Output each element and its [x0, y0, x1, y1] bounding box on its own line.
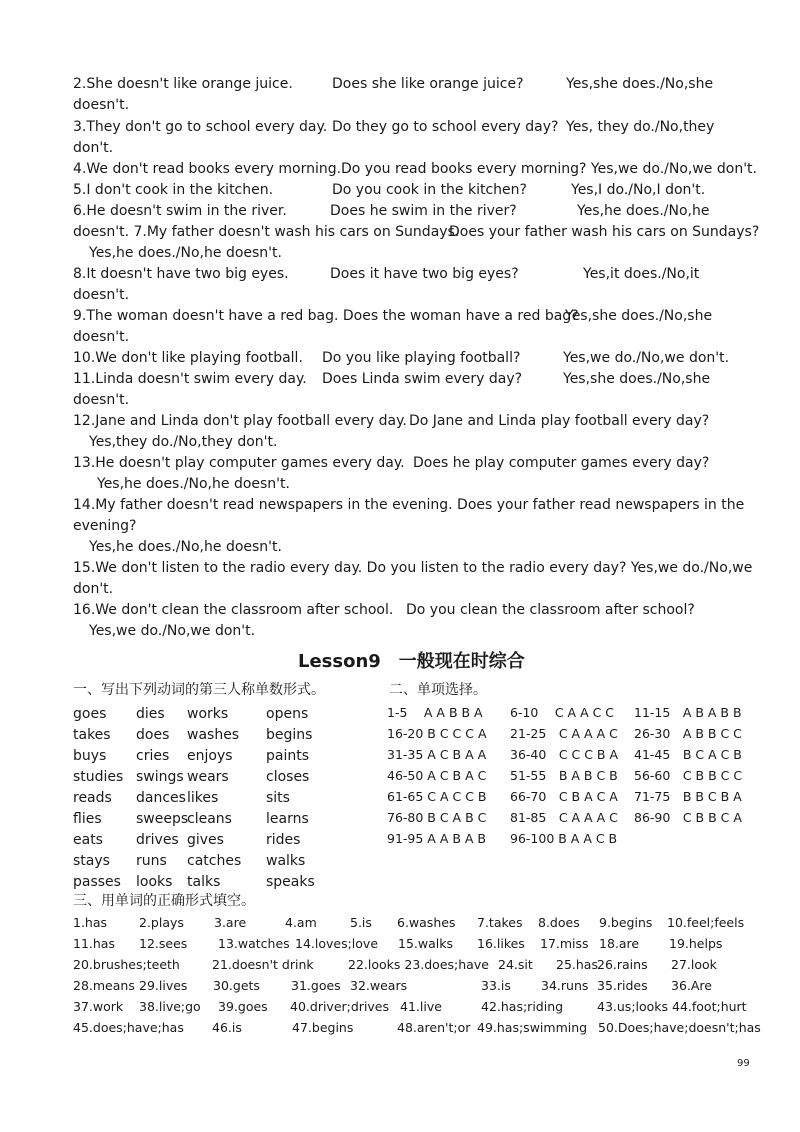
- choice-answer: 21-25 C A A A C: [510, 726, 618, 741]
- answer-line: Yes,he does./No,he doesn't.: [89, 245, 282, 261]
- fill-answer: 35.rides: [597, 978, 648, 993]
- fill-answer: 20.brushes;teeth: [73, 957, 180, 972]
- fill-answer: 28.means: [73, 978, 135, 993]
- fill-answer: 36.Are: [671, 978, 712, 993]
- verb-form: enjoys: [187, 748, 233, 764]
- choice-answer: 56-60 C B B C C: [634, 768, 743, 783]
- answer-line: doesn't. 7.My father doesn't wash his cars on Sundays.: [73, 224, 460, 240]
- verb-form: speaks: [266, 874, 315, 890]
- section2-title: 二、单项选择。: [389, 682, 487, 698]
- choice-answer: 91-95 A A B A B: [387, 831, 486, 846]
- fill-answer: 49.has;swimming: [477, 1020, 588, 1035]
- choice-answer: 46-50 A C B A C: [387, 768, 487, 783]
- verb-form: passes: [73, 874, 121, 890]
- fill-answer: 14.loves;love: [295, 936, 379, 951]
- answer-line: 12.Jane and Linda don't play football every day.: [73, 413, 407, 429]
- verb-form: gives: [187, 832, 224, 848]
- verb-form: sits: [266, 790, 290, 806]
- verb-form: drives: [136, 832, 179, 848]
- verb-form: eats: [73, 832, 103, 848]
- verb-form: cleans: [187, 811, 232, 827]
- verb-form: paints: [266, 748, 310, 764]
- fill-answer: 12.sees: [139, 936, 188, 951]
- verb-form: runs: [136, 853, 167, 869]
- choice-answer: 66-70 C B A C A: [510, 789, 618, 804]
- verb-form: walks: [266, 853, 306, 869]
- verb-form: goes: [73, 706, 107, 722]
- fill-answer: 4.am: [285, 915, 317, 930]
- fill-answer: 24.sit: [498, 957, 533, 972]
- choice-answer: 16-20 B C C C A: [387, 726, 487, 741]
- verb-form: takes: [73, 727, 111, 743]
- answer-line: 4.We don't read books every morning.: [73, 161, 342, 177]
- answer-line: 9.The woman doesn't have a red bag. Does the woman have a red bag?: [73, 308, 579, 324]
- fill-answer: 44.foot;hurt: [672, 999, 747, 1014]
- answer-line: Does she like orange juice?: [332, 76, 524, 92]
- fill-answer: 6.washes: [397, 915, 456, 930]
- verb-form: cries: [136, 748, 170, 764]
- fill-answer: 27.look: [671, 957, 717, 972]
- choice-answer: 61-65 C A C C B: [387, 789, 487, 804]
- verb-form: opens: [266, 706, 309, 722]
- fill-answer: 5.is: [350, 915, 372, 930]
- answer-line: 14.My father doesn't read newspapers in the evening. Does your father read newspapers in the: [73, 497, 745, 513]
- verb-form: stays: [73, 853, 110, 869]
- verb-form: catches: [187, 853, 242, 869]
- fill-answer: 46.is: [212, 1020, 242, 1035]
- answer-line: 11.Linda doesn't swim every day.: [73, 371, 307, 387]
- fill-answer: 47.begins: [292, 1020, 354, 1035]
- answer-line: 2.She doesn't like orange juice.: [73, 76, 293, 92]
- answer-line: 15.We don't listen to the radio every day. Do you listen to the radio every day? Yes,we do./No,we: [73, 560, 753, 576]
- choice-answer: 11-15 A B A B B: [634, 705, 742, 720]
- verb-form: likes: [187, 790, 219, 806]
- answer-line: don't.: [73, 140, 114, 156]
- choice-answer: 76-80 B C A B C: [387, 810, 487, 825]
- choice-answer: 86-90 C B B C A: [634, 810, 742, 825]
- fill-answer: 38.live;go: [139, 999, 201, 1014]
- answer-line: Yes,we do./No,we don't.: [89, 623, 256, 639]
- choice-answer: 96-100 B A A C B: [510, 831, 618, 846]
- answer-line: Yes,they do./No,they don't.: [89, 434, 278, 450]
- lesson-title: Lesson9 一般现在时综合: [298, 651, 525, 672]
- answer-line: doesn't.: [73, 287, 130, 303]
- answer-line: 8.It doesn't have two big eyes.: [73, 266, 289, 282]
- verb-form: sweeps: [136, 811, 189, 827]
- answer-line: Do you clean the classroom after school?: [406, 602, 695, 618]
- answer-line: Yes,I do./No,I don't.: [571, 182, 706, 198]
- answer-line: don't.: [73, 581, 114, 597]
- fill-answer: 22.looks 23.does;have: [348, 957, 489, 972]
- fill-answer: 19.helps: [669, 936, 723, 951]
- answer-line: Yes,he does./No,he doesn't.: [89, 539, 282, 555]
- verb-form: studies: [73, 769, 124, 785]
- answer-line: doesn't.: [73, 329, 130, 345]
- verb-form: learns: [266, 811, 309, 827]
- fill-answer: 41.live: [400, 999, 442, 1014]
- fill-answer: 37.work: [73, 999, 124, 1014]
- fill-answer: 33.is: [481, 978, 511, 993]
- choice-answer: 6-10 C A A C C: [510, 705, 615, 720]
- fill-answer: 15.walks: [398, 936, 453, 951]
- verb-form: dies: [136, 706, 165, 722]
- fill-answer: 16.likes: [477, 936, 525, 951]
- verb-form: talks: [187, 874, 221, 890]
- fill-answer: 9.begins: [599, 915, 653, 930]
- fill-answer: 32.wears: [350, 978, 408, 993]
- fill-answer: 10.feel;feels: [667, 915, 745, 930]
- answer-line: Do Jane and Linda play football every day?: [409, 413, 710, 429]
- verb-form: buys: [73, 748, 107, 764]
- answer-line: 10.We don't like playing football.: [73, 350, 303, 366]
- verb-form: rides: [266, 832, 301, 848]
- fill-answer: 39.goes: [218, 999, 268, 1014]
- choice-answer: 81-85 C A A A C: [510, 810, 618, 825]
- fill-answer: 34.runs: [541, 978, 589, 993]
- choice-answer: 51-55 B A B C B: [510, 768, 618, 783]
- verb-form: works: [187, 706, 229, 722]
- answer-line: Yes,he does./No,he: [577, 203, 710, 219]
- answer-line: Yes,she does./No,she: [566, 76, 714, 92]
- choice-answer: 71-75 B B C B A: [634, 789, 742, 804]
- fill-answer: 42.has;riding: [481, 999, 564, 1014]
- section3-title: 三、用单词的正确形式填空。: [73, 893, 255, 909]
- answer-line: Does he swim in the river?: [330, 203, 517, 219]
- answer-line: Do they go to school every day?: [332, 119, 559, 135]
- fill-answer: 45.does;have;has: [73, 1020, 184, 1035]
- choice-answer: 41-45 B C A C B: [634, 747, 742, 762]
- answer-line: 3.They don't go to school every day.: [73, 119, 328, 135]
- answer-line: Do you read books every morning? Yes,we do./No,we don't.: [341, 161, 757, 177]
- fill-answer: 21.doesn't drink: [212, 957, 314, 972]
- answer-line: Do you cook in the kitchen?: [332, 182, 527, 198]
- verb-form: washes: [187, 727, 240, 743]
- fill-answer: 48.aren't;or: [397, 1020, 471, 1035]
- answer-line: Yes,he does./No,he doesn't.: [97, 476, 290, 492]
- choice-answer: 26-30 A B B C C: [634, 726, 742, 741]
- answer-line: Yes, they do./No,they: [566, 119, 715, 135]
- verb-form: wears: [187, 769, 229, 785]
- fill-answer: 3.are: [214, 915, 247, 930]
- answer-line: 16.We don't clean the classroom after school.: [73, 602, 394, 618]
- choice-answer: 36-40 C C C B A: [510, 747, 619, 762]
- answer-line: Does it have two big eyes?: [330, 266, 519, 282]
- answer-line: 13.He doesn't play computer games every day.: [73, 455, 405, 471]
- answer-line: Do you like playing football?: [322, 350, 521, 366]
- fill-answer: 29.lives: [139, 978, 188, 993]
- choice-answer: 31-35 A C B A A: [387, 747, 487, 762]
- fill-answer: 11.has: [73, 936, 115, 951]
- answer-line: Does he play computer games every day?: [413, 455, 710, 471]
- fill-answer: 7.takes: [477, 915, 523, 930]
- choice-answer: 1-5 A A B B A: [387, 705, 483, 720]
- fill-answer: 1.has: [73, 915, 108, 930]
- verb-form: begins: [266, 727, 313, 743]
- fill-answer: 30.gets: [213, 978, 260, 993]
- verb-form: does: [136, 727, 170, 743]
- answer-line: Does your father wash his cars on Sundays?: [449, 224, 760, 240]
- answer-line: Yes,it does./No,it: [583, 266, 700, 282]
- verb-form: closes: [266, 769, 310, 785]
- answer-line: Yes,she does./No,she: [565, 308, 713, 324]
- fill-answer: 43.us;looks: [597, 999, 669, 1014]
- answer-line: 5.I don't cook in the kitchen.: [73, 182, 274, 198]
- fill-answer: 40.driver;drives: [290, 999, 390, 1014]
- answer-line: 6.He doesn't swim in the river.: [73, 203, 287, 219]
- verb-form: reads: [73, 790, 112, 806]
- answer-line: Does Linda swim every day?: [322, 371, 523, 387]
- answer-line: Yes,we do./No,we don't.: [563, 350, 730, 366]
- verb-form: swings: [136, 769, 184, 785]
- fill-answer: 18.are: [599, 936, 640, 951]
- answer-line: Yes,she does./No,she: [563, 371, 711, 387]
- page-number: 99: [737, 1058, 750, 1069]
- fill-answer: 26.rains: [597, 957, 648, 972]
- section1-title: 一、写出下列动词的第三人称单数形式。: [73, 682, 325, 698]
- verb-form: dances: [136, 790, 186, 806]
- fill-answer: 25.has: [556, 957, 598, 972]
- verb-form: looks: [136, 874, 173, 890]
- fill-answer: 17.miss: [540, 936, 589, 951]
- fill-answer: 13.watches: [218, 936, 290, 951]
- fill-answer: 2.plays: [139, 915, 184, 930]
- answer-line: evening?: [73, 518, 137, 534]
- answer-line: doesn't.: [73, 392, 130, 408]
- fill-answer: 8.does: [538, 915, 580, 930]
- fill-answer: 50.Does;have;doesn't;has: [598, 1020, 761, 1035]
- answer-line: doesn't.: [73, 97, 130, 113]
- verb-form: flies: [73, 811, 102, 827]
- fill-answer: 31.goes: [291, 978, 341, 993]
